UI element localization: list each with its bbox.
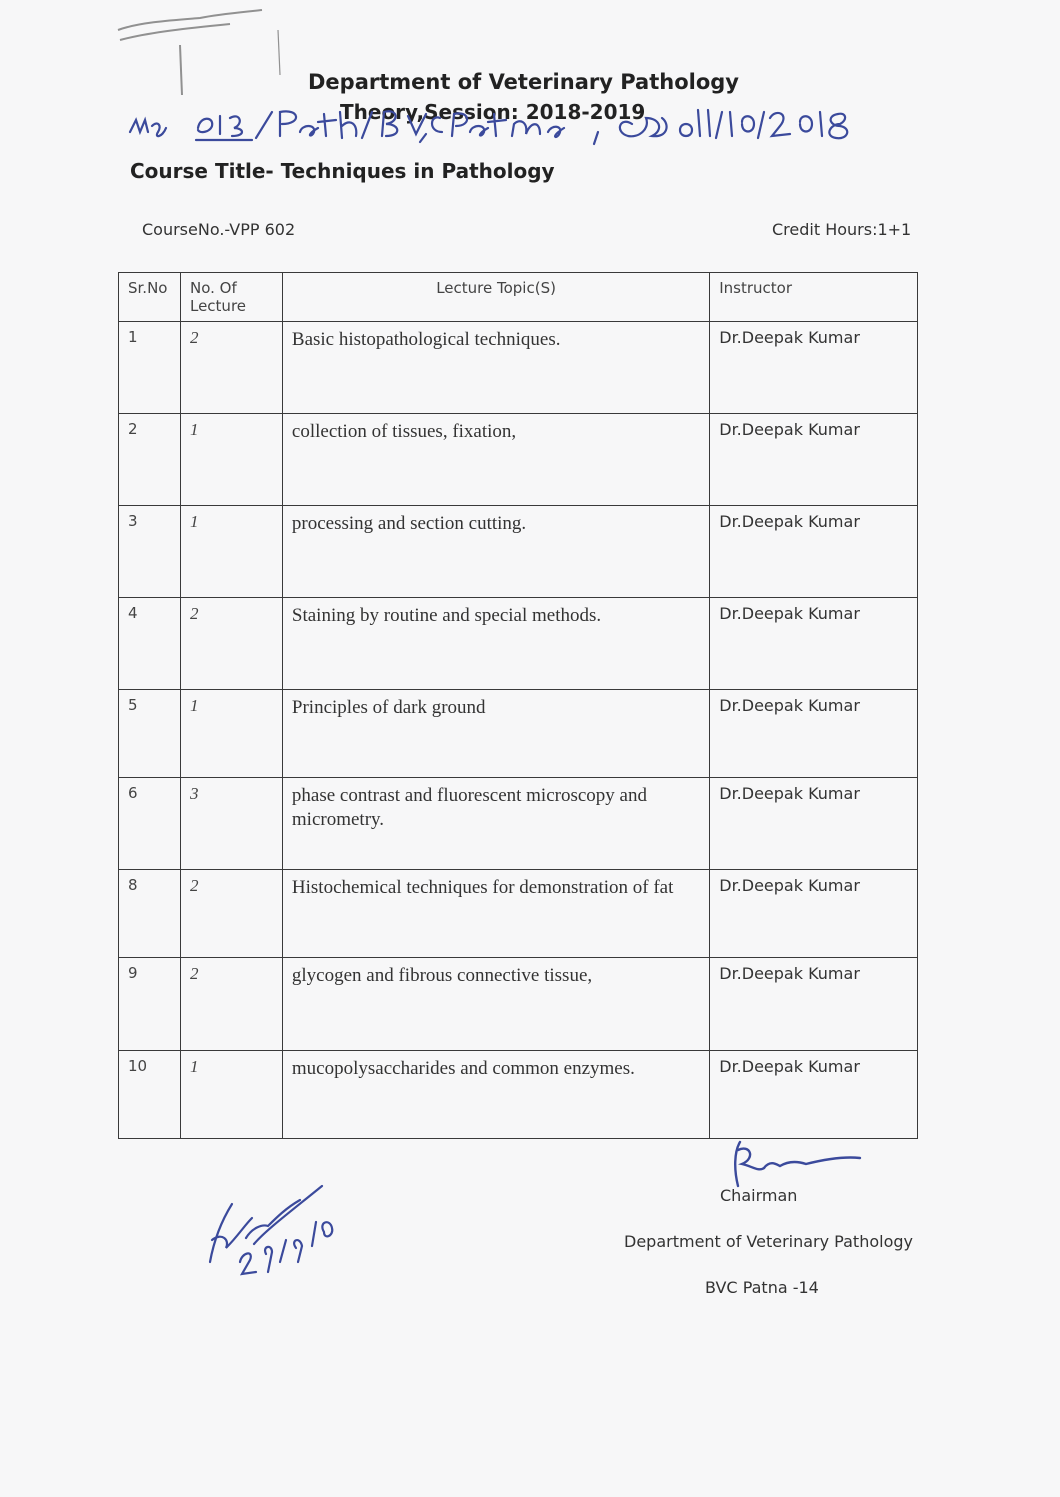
cell-sr: 3 [119,506,181,598]
cell-lectures: 1 [180,1051,282,1139]
footer-department: Department of Veterinary Pathology [624,1232,913,1251]
cell-instructor: Dr.Deepak Kumar [710,958,918,1051]
chairman-signature [735,1142,860,1186]
cell-sr: 4 [119,598,181,690]
cell-instructor: Dr.Deepak Kumar [710,322,918,414]
cell-topic: Principles of dark ground [282,690,709,778]
cell-topic: Staining by routine and special methods. [282,598,709,690]
cell-sr: 10 [119,1051,181,1139]
column-header-sr: Sr.No [119,273,181,322]
column-header-instructor: Instructor [710,273,918,322]
cell-lectures: 1 [180,690,282,778]
session-line: Theory,Session: 2018-2019 [340,100,646,124]
cell-instructor: Dr.Deepak Kumar [710,414,918,506]
cell-sr: 8 [119,870,181,958]
cell-lectures: 1 [180,414,282,506]
cell-sr: 9 [119,958,181,1051]
cell-lectures: 2 [180,322,282,414]
cell-sr: 1 [119,322,181,414]
scan-smudge [118,10,280,95]
cell-topic: Basic histopathological techniques. [282,322,709,414]
cell-sr: 5 [119,690,181,778]
cell-instructor: Dr.Deepak Kumar [710,598,918,690]
chairman-label: Chairman [720,1186,798,1205]
cell-lectures: 3 [180,778,282,870]
handwritten-reference-note [130,110,847,144]
course-title: Course Title- Techniques in Pathology [130,159,555,183]
cell-sr: 6 [119,778,181,870]
cell-topic: processing and section cutting. [282,506,709,598]
department-title: Department of Veterinary Pathology [308,70,739,94]
footer-address: BVC Patna -14 [705,1278,819,1297]
cell-lectures: 2 [180,870,282,958]
cell-instructor: Dr.Deepak Kumar [710,506,918,598]
cell-instructor: Dr.Deepak Kumar [710,690,918,778]
dated-signature [210,1186,332,1274]
cell-topic: Histochemical techniques for demonstration of fat [282,870,709,958]
cell-lectures: 2 [180,598,282,690]
course-number: CourseNo.-VPP 602 [142,220,296,239]
cell-sr: 2 [119,414,181,506]
cell-topic: collection of tissues, fixation, [282,414,709,506]
column-header-lectures: No. Of Lecture [180,273,282,322]
cell-instructor: Dr.Deepak Kumar [710,778,918,870]
cell-topic: mucopolysaccharides and common enzymes. [282,1051,709,1139]
cell-topic: phase contrast and fluorescent microscopy and micrometry. [282,778,709,870]
credit-hours: Credit Hours:1+1 [772,220,912,239]
cell-topic: glycogen and fibrous connective tissue, [282,958,709,1051]
cell-lectures: 1 [180,506,282,598]
cell-instructor: Dr.Deepak Kumar [710,1051,918,1139]
column-header-topic: Lecture Topic(S) [282,273,709,322]
cell-lectures: 2 [180,958,282,1051]
cell-instructor: Dr.Deepak Kumar [710,870,918,958]
